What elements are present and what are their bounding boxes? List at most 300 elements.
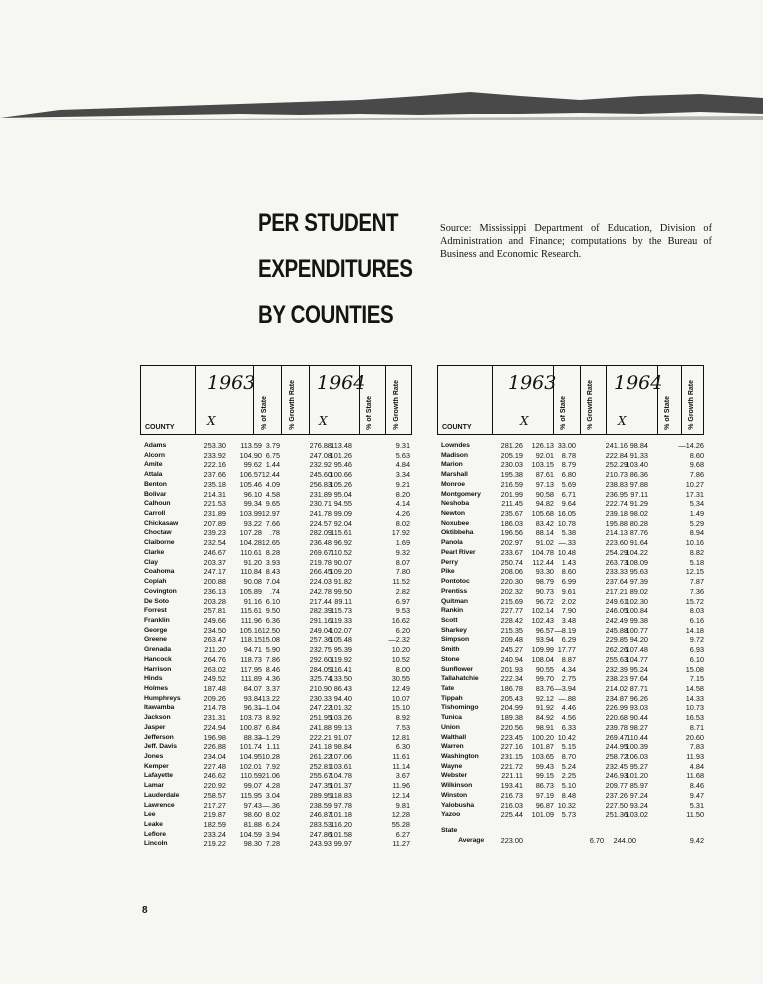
value-1963: 281.26 [500, 441, 523, 450]
table-row [140, 820, 412, 830]
value-1964: 232.45 [605, 761, 628, 771]
county-name: Amite [144, 461, 163, 469]
table-row [437, 558, 704, 568]
growth-1964: 7.86 [689, 470, 704, 480]
county-name: Marshall [441, 471, 468, 479]
pct-state-1963: 110.84 [240, 567, 262, 577]
value-1964: 261.22 [309, 752, 332, 761]
pct-state-1963: 105.89 [239, 586, 262, 596]
pct-state-1964: 97.39 [629, 577, 648, 587]
pct-state-1964: 97.64 [629, 674, 648, 684]
value-1963: 214.78 [203, 703, 226, 713]
value-1964: 236.48 [309, 538, 332, 548]
table-row [140, 470, 412, 480]
pct-state-1963: 96.87 [535, 800, 554, 810]
pct-state-1963: 99.43 [535, 761, 554, 771]
county-name: Pike [441, 568, 455, 576]
county-name: Madison [441, 451, 468, 459]
growth-1963: —8.19 [554, 625, 576, 635]
growth-1964: 11.27 [392, 839, 410, 849]
left-table-header [140, 365, 412, 435]
pct-state-1964: 93.24 [629, 800, 648, 810]
growth-1964: 17.92 [391, 528, 410, 538]
value-1964: 249.04 [309, 625, 332, 635]
table-row [437, 626, 704, 636]
growth-1963: 3.48 [561, 615, 576, 625]
table-row [437, 674, 704, 684]
pct-state-1964: 91.29 [629, 499, 648, 509]
county-name: Holmes [144, 684, 168, 692]
value-1964: 256.83 [309, 479, 332, 489]
table-row [140, 752, 412, 762]
value-1963: 235.18 [203, 479, 226, 489]
county-name: Sunflower [441, 665, 473, 673]
growth-1963: 2.75 [561, 674, 576, 684]
growth-1964: 10.20 [391, 645, 410, 655]
pct-state-1964: 94.55 [333, 499, 352, 509]
value-1963: 227.16 [500, 742, 523, 752]
pct-state-1963: 96.57 [535, 625, 554, 635]
value-1963: 225.44 [500, 810, 523, 820]
growth-1963: 2.02 [561, 596, 576, 606]
pct-state-1964: 118.83 [330, 790, 352, 800]
state-average-row [437, 836, 704, 846]
growth-1964: 9.53 [395, 606, 410, 616]
value-1963: 246.62 [203, 771, 226, 781]
value-1964: 237.26 [605, 790, 628, 800]
value-1963: 209.26 [203, 693, 226, 703]
growth-1964: 11.96 [392, 781, 410, 791]
value-1963: 247.17 [203, 567, 226, 577]
growth-1963: 8.87 [561, 654, 576, 664]
pct-state-1964: 104.22 [625, 547, 648, 557]
growth-1963: 6.36 [265, 615, 280, 625]
value-1964: 195.88 [605, 518, 628, 528]
growth-1964: 30.55 [391, 674, 410, 684]
growth-1964: 11.50 [686, 810, 704, 820]
county-name: Calhoun [144, 500, 171, 508]
value-1964: 269.47 [605, 732, 628, 742]
county-name: Stone [441, 655, 460, 663]
county-name: Lafayette [144, 772, 173, 780]
value-1964: 284.05 [309, 664, 332, 674]
table-row [437, 694, 704, 704]
growth-1964: 8.07 [395, 557, 410, 567]
pct-state-1964: 95.27 [629, 761, 648, 771]
right-table-header [437, 365, 704, 435]
value-1964: 231.89 [309, 489, 332, 499]
growth-1964: 10.07 [391, 693, 410, 703]
pct-state-1963: 96.72 [535, 596, 554, 606]
pct-state-1963: 90.55 [535, 664, 554, 674]
pct-state-1963: 115.95 [240, 790, 262, 800]
growth-1963: 9.65 [265, 499, 280, 509]
value-1963: 204.99 [500, 703, 523, 713]
county-name: Neshoba [441, 500, 470, 508]
pct-state-1963: 115.61 [240, 606, 262, 616]
table-row [437, 703, 704, 713]
value-1964: 292.60 [309, 654, 332, 664]
pct-state-1964: 86.36 [629, 470, 648, 480]
growth-rate-header: % Growth Rate [393, 380, 400, 430]
value-1964: 252.81 [309, 761, 332, 771]
value-1963: 222.16 [203, 460, 226, 470]
pct-state-1964: 98.84 [629, 441, 648, 450]
pct-state-1964: 89.11 [334, 596, 352, 606]
county-name: Lamar [144, 782, 164, 790]
value-1963: 233.24 [203, 829, 226, 839]
growth-1963: 6.10 [265, 596, 280, 606]
table-row [140, 538, 412, 548]
pct-state-1963: 90.73 [535, 586, 554, 596]
pct-state-1964: 99.09 [333, 509, 352, 519]
year-1964-header: 1964 [614, 372, 663, 394]
value-1963: 226.88 [203, 742, 226, 752]
pct-state-1964: 113.48 [330, 441, 352, 450]
state-growth-1963: 6.70 [589, 835, 604, 845]
table-row [437, 733, 704, 743]
value-1964: 232.75 [309, 645, 332, 655]
value-1964: 247.22 [309, 703, 332, 713]
growth-1964: 6.20 [395, 625, 410, 635]
pct-state-1964: 89.02 [629, 586, 648, 596]
growth-1963: —3.94 [554, 683, 576, 693]
growth-1963: 8.60 [561, 567, 576, 577]
value-1964: 236.95 [605, 489, 628, 499]
county-name: Leflore [144, 830, 166, 838]
growth-1963: —.36 [262, 800, 280, 810]
value-1963: 222.34 [500, 674, 523, 684]
table-row [437, 655, 704, 665]
county-name: Newton [441, 510, 465, 518]
value-1964: 210.90 [309, 683, 332, 693]
value-1963: 214.31 [203, 489, 226, 499]
value-1963: 215.69 [500, 596, 523, 606]
county-name: Tallahatchie [441, 675, 479, 683]
value-1963: 216.03 [500, 800, 523, 810]
growth-1963: —.33 [558, 538, 576, 548]
table-row [437, 567, 704, 577]
value-1963: 258.57 [203, 790, 226, 800]
pct-state-1964: 100.66 [329, 470, 352, 480]
pct-state-1963: 91.20 [243, 557, 262, 567]
growth-1963: 10.78 [557, 518, 576, 528]
growth-1963: 12.50 [261, 625, 280, 635]
growth-1964: 11.52 [392, 577, 410, 587]
growth-1964: 7.53 [395, 722, 410, 732]
pct-state-1963: 111.96 [240, 615, 262, 625]
growth-1964: 5.31 [689, 800, 704, 810]
value-1964: 222.84 [605, 450, 628, 460]
value-1963: 221.72 [500, 761, 523, 771]
county-name: Lawrence [144, 801, 175, 809]
pct-state-1963: 97.43 [243, 800, 262, 810]
table-row [140, 645, 412, 655]
value-1963: 220.92 [203, 781, 226, 791]
value-1963: 240.94 [500, 654, 523, 664]
pct-state-1964: 91.82 [333, 577, 352, 587]
pct-state-1963: 118.15 [240, 635, 262, 645]
pct-state-1964: 99.38 [629, 615, 648, 625]
value-1963: 232.54 [203, 538, 226, 548]
x-mark: X [207, 414, 216, 428]
table-row [140, 548, 412, 558]
county-name: Clarke [144, 548, 165, 556]
county-name: Attala [144, 471, 163, 479]
county-name: Simpson [441, 636, 470, 644]
county-name: Benton [144, 480, 167, 488]
pct-state-1964: 91.64 [629, 538, 648, 548]
county-name: Lowndes [441, 442, 470, 449]
pct-state-1963: 84.07 [243, 683, 262, 693]
growth-1963: 10.32 [557, 800, 576, 810]
growth-1963: 6.80 [561, 470, 576, 480]
county-name: Bolivar [144, 490, 167, 498]
table-row [140, 626, 412, 636]
value-1963: 196.56 [500, 528, 523, 538]
value-1963: 205.19 [500, 450, 523, 460]
year-1963-header: 1963 [508, 372, 557, 394]
pct-state-1964: 93.03 [629, 703, 648, 713]
table-row [140, 694, 412, 704]
pct-state-1963: 87.61 [535, 470, 554, 480]
value-1964: 242.78 [309, 586, 332, 596]
growth-1964: 9.72 [689, 635, 704, 645]
county-name: Copiah [144, 578, 167, 586]
county-name: Tishomingo [441, 704, 479, 712]
pct-state-1963: 99.15 [535, 771, 554, 781]
pct-state-1964: 101.58 [329, 829, 352, 839]
growth-1963: 1.43 [561, 557, 576, 567]
pct-state-1964: 102.07 [329, 625, 352, 635]
table-row [437, 810, 704, 820]
pct-state-1963: 101.74 [239, 742, 262, 752]
pct-state-1964: 96.26 [629, 693, 648, 703]
growth-1963: 7.92 [265, 761, 280, 771]
pct-state-1963: 96.10 [243, 489, 262, 499]
value-1963: 186.78 [500, 683, 523, 693]
county-name: Winston [441, 791, 468, 799]
growth-1964: —14.26 [678, 441, 704, 450]
pct-state-1963: 93.22 [243, 518, 262, 528]
pct-state-1964: 90.07 [333, 557, 352, 567]
value-1963: 221.53 [203, 499, 226, 509]
pct-state-1964: 103.26 [329, 713, 352, 723]
value-1963: 228.42 [500, 615, 523, 625]
table-row [437, 577, 704, 587]
pct-state-1964: 97.78 [333, 800, 352, 810]
table-row [140, 519, 412, 529]
county-name: Lauderdale [144, 791, 180, 799]
growth-1964: 2.82 [395, 586, 410, 596]
county-name: Washington [441, 753, 479, 760]
value-1964: 251.36 [605, 810, 628, 820]
county-name: Franklin [144, 616, 170, 624]
county-name: Grenada [144, 646, 171, 654]
table-row [140, 558, 412, 568]
value-1964: 222.21 [309, 732, 332, 742]
growth-1964: 1.69 [395, 538, 410, 548]
growth-1964: 8.00 [395, 664, 410, 674]
value-1963: 234.50 [203, 625, 226, 635]
county-name: Rankin [441, 607, 464, 615]
county-name: Jackson [144, 714, 171, 722]
value-1964: 222.74 [605, 499, 628, 509]
pct-of-state-header: % of State [366, 396, 373, 430]
pct-state-1963: 94.82 [535, 499, 554, 509]
value-1964: 238.23 [605, 674, 628, 684]
value-1963: 233.92 [203, 450, 226, 460]
growth-1963: 13.22 [261, 693, 280, 703]
pct-state-1964: 92.04 [333, 518, 352, 528]
county-name: Tippah [441, 694, 463, 702]
growth-1964: 8.20 [395, 489, 410, 499]
table-row [437, 460, 704, 470]
county-name: Union [441, 723, 460, 731]
value-1963: 220.30 [500, 577, 523, 587]
growth-1963: 33.00 [557, 441, 576, 450]
growth-1963: 5.90 [265, 645, 280, 655]
pct-state-1964: 102.30 [625, 596, 648, 606]
value-1963: 223.45 [500, 732, 523, 742]
pct-state-1964: 100.77 [625, 625, 648, 635]
value-1963: 196.98 [203, 732, 226, 742]
pct-state-1963: 110.61 [240, 547, 262, 557]
value-1964: 217.44 [309, 596, 332, 606]
growth-1963: 4.36 [265, 674, 280, 684]
value-1964: 255.67 [309, 771, 332, 781]
value-1963: 231.15 [500, 752, 523, 761]
county-name: Prentiss [441, 587, 468, 595]
growth-1963: 8.70 [561, 752, 576, 761]
pct-state-1964: 80.28 [629, 518, 648, 528]
value-1964: 244.95 [605, 742, 628, 752]
growth-1963: 7.28 [265, 839, 280, 849]
growth-1964: 9.47 [689, 790, 704, 800]
value-1963: 193.41 [500, 781, 523, 791]
growth-1963: 2.25 [561, 771, 576, 781]
growth-1963: 4.28 [265, 781, 280, 791]
value-1963: 231.89 [203, 509, 226, 519]
pct-state-1964: 115.73 [330, 606, 352, 616]
value-1963: 216.73 [500, 790, 523, 800]
county-name: Yazoo [441, 811, 461, 819]
value-1964: 241.16 [605, 441, 628, 450]
pct-state-1964: 90.44 [629, 713, 648, 723]
growth-1963: 12.97 [261, 509, 280, 519]
growth-1963: —1.29 [258, 732, 280, 742]
table-row [437, 480, 704, 490]
table-row [140, 733, 412, 743]
value-1964: 239.18 [605, 509, 628, 519]
growth-1963: 7.86 [265, 654, 280, 664]
growth-1963: —.88 [558, 693, 576, 703]
pct-state-1963: 105.46 [239, 479, 262, 489]
pct-state-1964: 110.44 [626, 732, 648, 742]
pct-state-1963: 98.30 [243, 839, 262, 849]
growth-1964: 15.72 [685, 596, 704, 606]
county-name: Harrison [144, 665, 172, 673]
growth-1963: 3.93 [265, 557, 280, 567]
table-row [140, 713, 412, 723]
growth-1964: 7.15 [689, 674, 704, 684]
pct-state-1964: 95.46 [333, 460, 352, 470]
value-1964: 237.64 [605, 577, 628, 587]
table-row [437, 451, 704, 461]
growth-1963: 8.02 [265, 810, 280, 820]
county-name: George [144, 626, 168, 634]
table-row [140, 791, 412, 801]
county-name: Kemper [144, 762, 169, 770]
growth-rate-header: % Growth Rate [587, 380, 594, 430]
table-row [140, 665, 412, 675]
source-note: Source: Mississippi Department of Education, Division of Administration and Finance; computations by the Bureau of Business and Economic Research. [440, 223, 712, 260]
pct-state-1963: 104.78 [531, 547, 554, 557]
growth-1963: 8.46 [265, 664, 280, 674]
growth-1963: 9.61 [561, 586, 576, 596]
growth-1963: 7.04 [265, 577, 280, 587]
pct-state-1963: 97.13 [535, 479, 554, 489]
value-1964: 242.49 [605, 615, 628, 625]
county-name: Chickasaw [144, 519, 179, 527]
value-1963: 209.48 [500, 635, 523, 645]
growth-1963: 3.79 [265, 441, 280, 450]
growth-1963: 12.44 [261, 470, 280, 480]
growth-1964: 16.62 [391, 615, 410, 625]
table-row [140, 597, 412, 607]
pct-state-1964: 94.20 [629, 635, 648, 645]
pct-state-1964: 95.63 [629, 567, 648, 577]
value-1963: 203.28 [203, 596, 226, 606]
value-1963: 215.35 [500, 625, 523, 635]
pct-state-1963: 81.88 [243, 820, 262, 830]
table-row [437, 791, 704, 801]
table-row [140, 567, 412, 577]
growth-1964: 6.27 [395, 829, 410, 839]
pct-state-1964: 104.78 [329, 771, 352, 781]
value-1963: 216.59 [500, 479, 523, 489]
value-1964: 226.99 [605, 703, 628, 713]
title-line-1: PER STUDENT [258, 209, 399, 237]
table-row [437, 762, 704, 772]
county-name: Hinds [144, 675, 163, 683]
state-label: State [441, 827, 458, 835]
value-1964: 246.93 [605, 771, 628, 781]
pct-state-1964: 91.33 [629, 450, 648, 460]
pct-state-1964: 98.84 [333, 742, 352, 752]
pct-state-1963: 93.84 [243, 693, 262, 703]
growth-1963: 6.99 [561, 577, 576, 587]
county-name: Oktibbeha [441, 529, 474, 537]
value-1963: 239.23 [203, 528, 226, 538]
table-row [140, 616, 412, 626]
growth-1964: 10.27 [685, 479, 704, 489]
pct-state-1963: 111.89 [240, 674, 262, 684]
pct-state-1964: 110.52 [330, 547, 352, 557]
table-row [140, 810, 412, 820]
table-row [437, 752, 704, 762]
title-line-3: BY COUNTIES [258, 301, 394, 329]
value-1963: 249.66 [203, 615, 226, 625]
value-1964: 255.63 [605, 654, 628, 664]
value-1963: 182.59 [203, 820, 226, 830]
table-row [140, 684, 412, 694]
value-1964: 245.60 [309, 470, 332, 480]
table-row [437, 665, 704, 675]
growth-1963: 6.24 [265, 820, 280, 830]
pct-state-1963: 106.57 [239, 470, 262, 480]
growth-1964: 15.08 [685, 664, 704, 674]
